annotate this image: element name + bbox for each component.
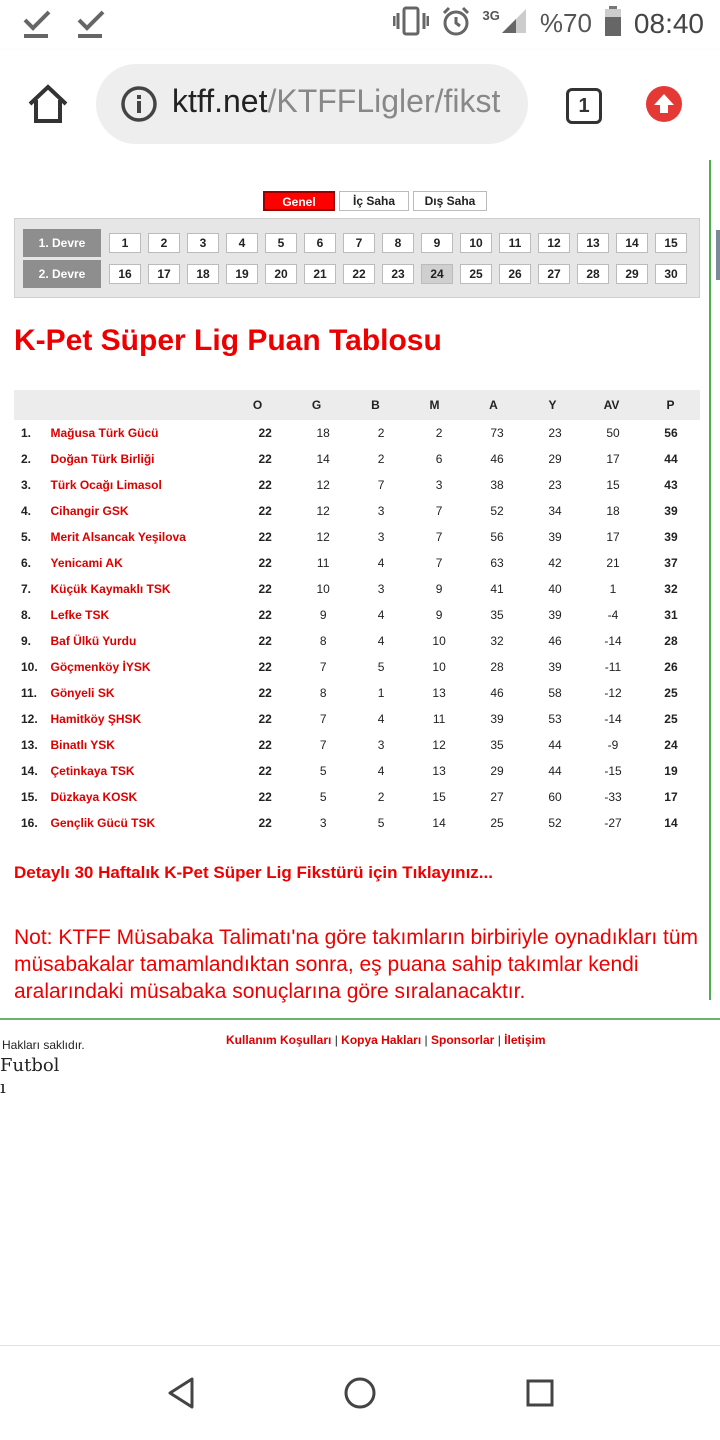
stat-cell-m: 10 — [432, 634, 446, 648]
table-row — [14, 654, 700, 680]
stat-cell-m: 11 — [432, 712, 446, 726]
stat-cell-av: 17 — [606, 452, 620, 466]
download-done-icon — [74, 8, 108, 47]
stat-cell-a: 39 — [490, 712, 504, 726]
stat-cell-m: 13 — [432, 764, 446, 778]
stat-cell-p: 24 — [664, 738, 678, 752]
week-button[interactable]: 4 — [226, 233, 258, 253]
tab-switcher-button[interactable]: 1 — [566, 88, 602, 124]
table-row — [14, 472, 700, 498]
side-image-edge — [716, 230, 720, 280]
stat-cell-av: 18 — [606, 504, 620, 518]
stat-cell-y: 44 — [548, 738, 562, 752]
stat-cell-b: 3 — [377, 582, 385, 596]
stat-cell-g: 3 — [319, 816, 327, 830]
week-button[interactable]: 3 — [187, 233, 219, 253]
stat-cell-av: 1 — [609, 582, 617, 596]
stat-cell-o: 22 — [258, 712, 272, 726]
stat-cell-av: -11 — [604, 660, 622, 674]
stat-cell-b: 5 — [377, 816, 385, 830]
stat-cell-y: 60 — [548, 790, 562, 804]
stat-cell-o: 22 — [258, 790, 272, 804]
stat-cell-a: 25 — [490, 816, 504, 830]
stat-cell-y: 44 — [548, 764, 562, 778]
stat-cell-m: 7 — [435, 504, 443, 518]
rank-cell: 10. — [21, 660, 38, 674]
table-row — [14, 576, 700, 602]
team-link[interactable]: Türk Ocağı Limasol — [50, 478, 162, 492]
stat-cell-y: 39 — [548, 660, 562, 674]
home-icon[interactable] — [26, 82, 70, 126]
browser-toolbar — [0, 50, 720, 160]
stat-cell-m: 6 — [435, 452, 443, 466]
week-button[interactable]: 10 — [460, 233, 492, 253]
stat-cell-o: 22 — [258, 686, 272, 700]
stat-cell-av: -15 — [604, 764, 622, 778]
vibrate-icon — [393, 6, 429, 41]
week-button[interactable]: 1 — [109, 233, 141, 253]
stat-cell-o: 22 — [258, 608, 272, 622]
stat-cell-av: 17 — [606, 530, 620, 544]
download-done-icon — [20, 8, 54, 47]
week-button[interactable]: 16 — [109, 264, 141, 284]
battery-percent: %70 — [539, 8, 592, 38]
column-header: Y — [548, 398, 557, 412]
fixture-link[interactable]: Detaylı 30 Haftalık K-Pet Süper Lig Fikstürü için Tıklayınız... — [14, 863, 493, 882]
week-button[interactable]: 13 — [577, 233, 609, 253]
week-button[interactable]: 9 — [421, 233, 453, 253]
week-button[interactable]: 15 — [655, 233, 687, 253]
footer-link-terms[interactable]: Kullanım Koşulları — [226, 1033, 332, 1047]
stat-cell-m: 3 — [435, 478, 443, 492]
toggle-ic-saha[interactable]: İç Saha — [339, 191, 409, 211]
stat-cell-y: 46 — [548, 634, 562, 648]
week-row-first-half — [23, 229, 694, 257]
stat-cell-av: 50 — [606, 426, 620, 440]
week-button[interactable]: 11 — [499, 233, 531, 253]
stat-cell-m: 2 — [435, 426, 443, 440]
stat-cell-g: 9 — [319, 608, 327, 622]
rank-cell: 11. — [21, 686, 38, 700]
stat-cell-b: 1 — [377, 686, 385, 700]
team-link[interactable]: Cihangir GSK — [50, 504, 129, 518]
stat-cell-g: 10 — [316, 582, 330, 596]
stat-cell-b: 2 — [377, 790, 385, 804]
week-button[interactable]: 22 — [343, 264, 375, 284]
stat-cell-a: 38 — [490, 478, 504, 492]
stat-cell-p: 39 — [664, 530, 678, 544]
stat-cell-y: 34 — [548, 504, 562, 518]
week-button[interactable]: 8 — [382, 233, 414, 253]
stat-cell-av: -4 — [607, 608, 619, 622]
week-button[interactable]: 6 — [304, 233, 336, 253]
week-button[interactable]: 27 — [538, 264, 570, 284]
stat-cell-p: 25 — [664, 686, 678, 700]
team-link[interactable]: Baf Ülkü Yurdu — [50, 634, 137, 648]
stat-cell-a: 32 — [490, 634, 504, 648]
table-header — [14, 390, 700, 420]
footer-link-contact[interactable]: İletişim — [504, 1033, 546, 1047]
rank-cell: 4. — [21, 504, 32, 518]
team-link[interactable]: Küçük Kaymaklı TSK — [50, 582, 171, 596]
week-selector — [14, 218, 700, 298]
column-header: O — [252, 398, 263, 412]
week-button[interactable]: 5 — [265, 233, 297, 253]
rank-cell: 5. — [21, 530, 32, 544]
stat-cell-a: 46 — [490, 452, 504, 466]
stat-cell-m: 12 — [432, 738, 446, 752]
week-button[interactable]: 19 — [226, 264, 258, 284]
network-type: 3G — [482, 8, 500, 23]
rank-cell: 9. — [21, 634, 32, 648]
table-row — [14, 758, 700, 784]
stat-cell-b: 4 — [377, 634, 385, 648]
stat-cell-g: 7 — [319, 738, 327, 752]
team-link[interactable]: Yenicami AK — [50, 556, 123, 570]
table-row — [14, 602, 700, 628]
stat-cell-p: 56 — [664, 426, 678, 440]
stat-cell-av: -9 — [607, 738, 619, 752]
table-row — [14, 680, 700, 706]
stat-cell-p: 19 — [664, 764, 678, 778]
stat-cell-g: 5 — [319, 764, 327, 778]
signal-3g-icon — [500, 7, 528, 40]
stat-cell-m: 9 — [435, 608, 443, 622]
column-header: A — [489, 398, 498, 412]
stat-cell-p: 28 — [664, 634, 678, 648]
stat-cell-g: 12 — [316, 478, 330, 492]
web-page — [0, 160, 720, 1345]
standings-table — [14, 390, 700, 836]
stat-cell-p: 26 — [664, 660, 678, 674]
week-button[interactable]: 20 — [265, 264, 297, 284]
stat-cell-y: 52 — [548, 816, 562, 830]
stat-cell-g: 18 — [316, 426, 330, 440]
copyright-text: Hakları saklıdır. — [2, 1038, 85, 1052]
stat-cell-y: 40 — [548, 582, 562, 596]
stat-cell-b: 4 — [377, 556, 385, 570]
stat-cell-a: 46 — [490, 686, 504, 700]
stat-cell-a: 63 — [490, 556, 504, 570]
info-icon[interactable] — [120, 85, 158, 123]
stat-cell-p: 31 — [664, 608, 678, 622]
week-button[interactable]: 26 — [499, 264, 531, 284]
rank-cell: 3. — [21, 478, 32, 492]
column-header: G — [311, 398, 322, 412]
team-link[interactable]: Gençlik Gücü TSK — [50, 816, 156, 830]
battery-icon — [604, 6, 622, 41]
stat-cell-y: 23 — [548, 478, 562, 492]
table-row — [14, 810, 700, 836]
team-link[interactable]: Düzkaya KOSK — [50, 790, 138, 804]
rank-cell: 8. — [21, 608, 32, 622]
stat-cell-m: 9 — [435, 582, 443, 596]
stat-cell-y: 39 — [548, 530, 562, 544]
stat-cell-o: 22 — [258, 556, 272, 570]
rank-cell: 7. — [21, 582, 32, 596]
stat-cell-a: 56 — [490, 530, 504, 544]
footer-link-sponsors[interactable]: Sponsorlar — [431, 1033, 495, 1047]
alarm-icon — [441, 6, 471, 41]
stat-cell-b: 2 — [377, 426, 385, 440]
toggle-dis-saha[interactable]: Dış Saha — [413, 191, 487, 211]
stat-cell-g: 14 — [316, 452, 330, 466]
stat-cell-b: 7 — [377, 478, 385, 492]
stat-cell-m: 15 — [432, 790, 446, 804]
stat-cell-av: 21 — [606, 556, 620, 570]
stat-cell-p: 14 — [664, 816, 678, 830]
stat-cell-m: 7 — [435, 556, 443, 570]
week-button[interactable]: 18 — [187, 264, 219, 284]
week-button[interactable]: 28 — [577, 264, 609, 284]
standings-note: Not: KTFF Müsabaka Talimatı'na göre takımların birbiriyle oynadıkları tüm müsabakalar tamamlandıktan sonra, eş puana sahip takımlar kendi aralarındaki müsabaka sonuçlarına göre sıralanacaktır. — [14, 926, 699, 1003]
update-icon[interactable] — [646, 86, 682, 122]
address-bar[interactable] — [96, 64, 528, 144]
stat-cell-g: 12 — [316, 530, 330, 544]
stat-cell-o: 22 — [258, 426, 272, 440]
stat-cell-b: 4 — [377, 608, 385, 622]
toggle-genel[interactable]: Genel — [263, 191, 335, 211]
week-button[interactable]: 21 — [304, 264, 336, 284]
week-button[interactable]: 30 — [655, 264, 687, 284]
team-link[interactable]: Merit Alsancak Yeşilova — [50, 530, 186, 544]
stat-cell-g: 7 — [319, 660, 327, 674]
team-link[interactable]: Hamitköy ŞHSK — [50, 712, 142, 726]
week-button[interactable]: 29 — [616, 264, 648, 284]
footer-brand-line: Futbol — [0, 1055, 60, 1076]
week-button[interactable]: 17 — [148, 264, 180, 284]
stat-cell-g: 11 — [316, 556, 330, 570]
content-border — [709, 160, 711, 1000]
stat-cell-b: 5 — [377, 660, 385, 674]
stat-cell-o: 22 — [258, 634, 272, 648]
rank-cell: 6. — [21, 556, 32, 570]
url-text[interactable] — [172, 83, 512, 120]
stat-cell-b: 3 — [377, 738, 385, 752]
stat-cell-p: 43 — [664, 478, 678, 492]
stat-cell-av: 15 — [606, 478, 620, 492]
home-circle-icon[interactable] — [343, 1376, 377, 1410]
stat-cell-b: 3 — [377, 504, 385, 518]
stat-cell-o: 22 — [258, 478, 272, 492]
stat-cell-g: 8 — [319, 686, 327, 700]
stat-cell-p: 25 — [664, 712, 678, 726]
stat-cell-o: 22 — [258, 660, 272, 674]
stat-cell-b: 3 — [377, 530, 385, 544]
week-button[interactable]: 12 — [538, 233, 570, 253]
footer-link-copyright[interactable]: Kopya Hakları — [341, 1033, 422, 1047]
stat-cell-o: 22 — [258, 530, 272, 544]
rank-cell: 12. — [21, 712, 38, 726]
page-title: K-Pet Süper Lig Puan Tablosu — [14, 324, 442, 357]
stat-cell-m: 7 — [435, 530, 443, 544]
team-link[interactable]: Çetinkaya TSK — [50, 764, 135, 778]
stat-cell-a: 28 — [490, 660, 504, 674]
stat-cell-y: 42 — [548, 556, 562, 570]
stat-cell-y: 58 — [548, 686, 562, 700]
column-header: P — [666, 398, 675, 412]
system-nav-bar — [0, 1345, 720, 1440]
stat-cell-o: 22 — [258, 816, 272, 830]
stat-cell-y: 29 — [548, 452, 562, 466]
stat-cell-o: 22 — [258, 738, 272, 752]
team-link[interactable]: Binatlı YSK — [50, 738, 115, 752]
week-button[interactable]: 2 — [148, 233, 180, 253]
stat-cell-av: -14 — [604, 634, 622, 648]
status-bar — [0, 0, 720, 50]
column-header: M — [429, 398, 440, 412]
stat-cell-o: 22 — [258, 504, 272, 518]
stat-cell-o: 22 — [258, 452, 272, 466]
table-row — [14, 784, 700, 810]
stat-cell-m: 13 — [432, 686, 446, 700]
stat-cell-a: 52 — [490, 504, 504, 518]
stat-cell-a: 41 — [490, 582, 504, 596]
stat-cell-b: 2 — [377, 452, 385, 466]
table-row — [14, 628, 700, 654]
team-link[interactable]: Mağusa Türk Gücü — [50, 426, 159, 440]
table-row — [14, 550, 700, 576]
devre-label: 1. Devre — [23, 229, 101, 257]
rank-cell: 14. — [21, 764, 38, 778]
rank-cell: 2. — [21, 452, 32, 466]
stat-cell-a: 73 — [490, 426, 504, 440]
rank-cell: 15. — [21, 790, 38, 804]
week-button[interactable]: 24 — [421, 264, 453, 284]
rank-cell: 1. — [21, 426, 32, 440]
view-toggle-group — [263, 191, 487, 211]
table-row — [14, 524, 700, 550]
column-header: B — [371, 398, 380, 412]
stat-cell-a: 27 — [490, 790, 504, 804]
team-link[interactable]: Doğan Türk Birliği — [50, 452, 155, 466]
clock: 08:40 — [633, 7, 704, 39]
stat-cell-y: 23 — [548, 426, 562, 440]
team-link[interactable]: Göçmenköy İYSK — [50, 660, 151, 674]
url-host: ktff.net — [172, 83, 268, 119]
stat-cell-m: 10 — [432, 660, 446, 674]
stat-cell-y: 53 — [548, 712, 562, 726]
devre-label: 2. Devre — [23, 260, 101, 288]
stat-cell-g: 12 — [316, 504, 330, 518]
stat-cell-g: 5 — [319, 790, 327, 804]
stat-cell-b: 4 — [377, 764, 385, 778]
rank-cell: 13. — [21, 738, 38, 752]
back-icon[interactable] — [166, 1376, 196, 1410]
stat-cell-p: 39 — [664, 504, 678, 518]
stat-cell-b: 4 — [377, 712, 385, 726]
footer-brand-line: ı — [0, 1077, 6, 1098]
stat-cell-p: 32 — [664, 582, 678, 596]
stat-cell-o: 22 — [258, 764, 272, 778]
week-row-second-half — [23, 260, 694, 288]
footer-divider — [0, 1018, 720, 1020]
stat-cell-o: 22 — [258, 582, 272, 596]
table-row — [14, 420, 700, 446]
stat-cell-av: -12 — [604, 686, 622, 700]
stat-cell-p: 44 — [664, 452, 678, 466]
table-row — [14, 732, 700, 758]
team-link[interactable]: Gönyeli SK — [50, 686, 115, 700]
rank-cell: 16. — [21, 816, 38, 830]
stat-cell-av: -33 — [604, 790, 622, 804]
stat-cell-p: 17 — [664, 790, 678, 804]
url-path: /KTFFLigler/fikst — [267, 83, 501, 119]
week-button[interactable]: 25 — [460, 264, 492, 284]
stat-cell-m: 14 — [432, 816, 446, 830]
week-button[interactable]: 14 — [616, 233, 648, 253]
column-header: AV — [603, 398, 620, 412]
week-button[interactable]: 7 — [343, 233, 375, 253]
table-row — [14, 498, 700, 524]
stat-cell-a: 35 — [490, 738, 504, 752]
stat-cell-a: 29 — [490, 764, 504, 778]
stat-cell-y: 39 — [548, 608, 562, 622]
stat-cell-g: 8 — [319, 634, 327, 648]
recent-apps-icon[interactable] — [526, 1379, 554, 1407]
footer-brand-text — [0, 1055, 59, 1099]
stat-cell-a: 35 — [490, 608, 504, 622]
footer-links: Kullanım Koşulları | Kopya Hakları | Sponsorlar | İletişim — [226, 1033, 546, 1047]
stat-cell-p: 37 — [664, 556, 678, 570]
week-button[interactable]: 23 — [382, 264, 414, 284]
stat-cell-av: -27 — [604, 816, 622, 830]
team-link[interactable]: Lefke TSK — [50, 608, 110, 622]
table-row — [14, 706, 700, 732]
stat-cell-av: -14 — [604, 712, 622, 726]
table-row — [14, 446, 700, 472]
stat-cell-g: 7 — [319, 712, 327, 726]
